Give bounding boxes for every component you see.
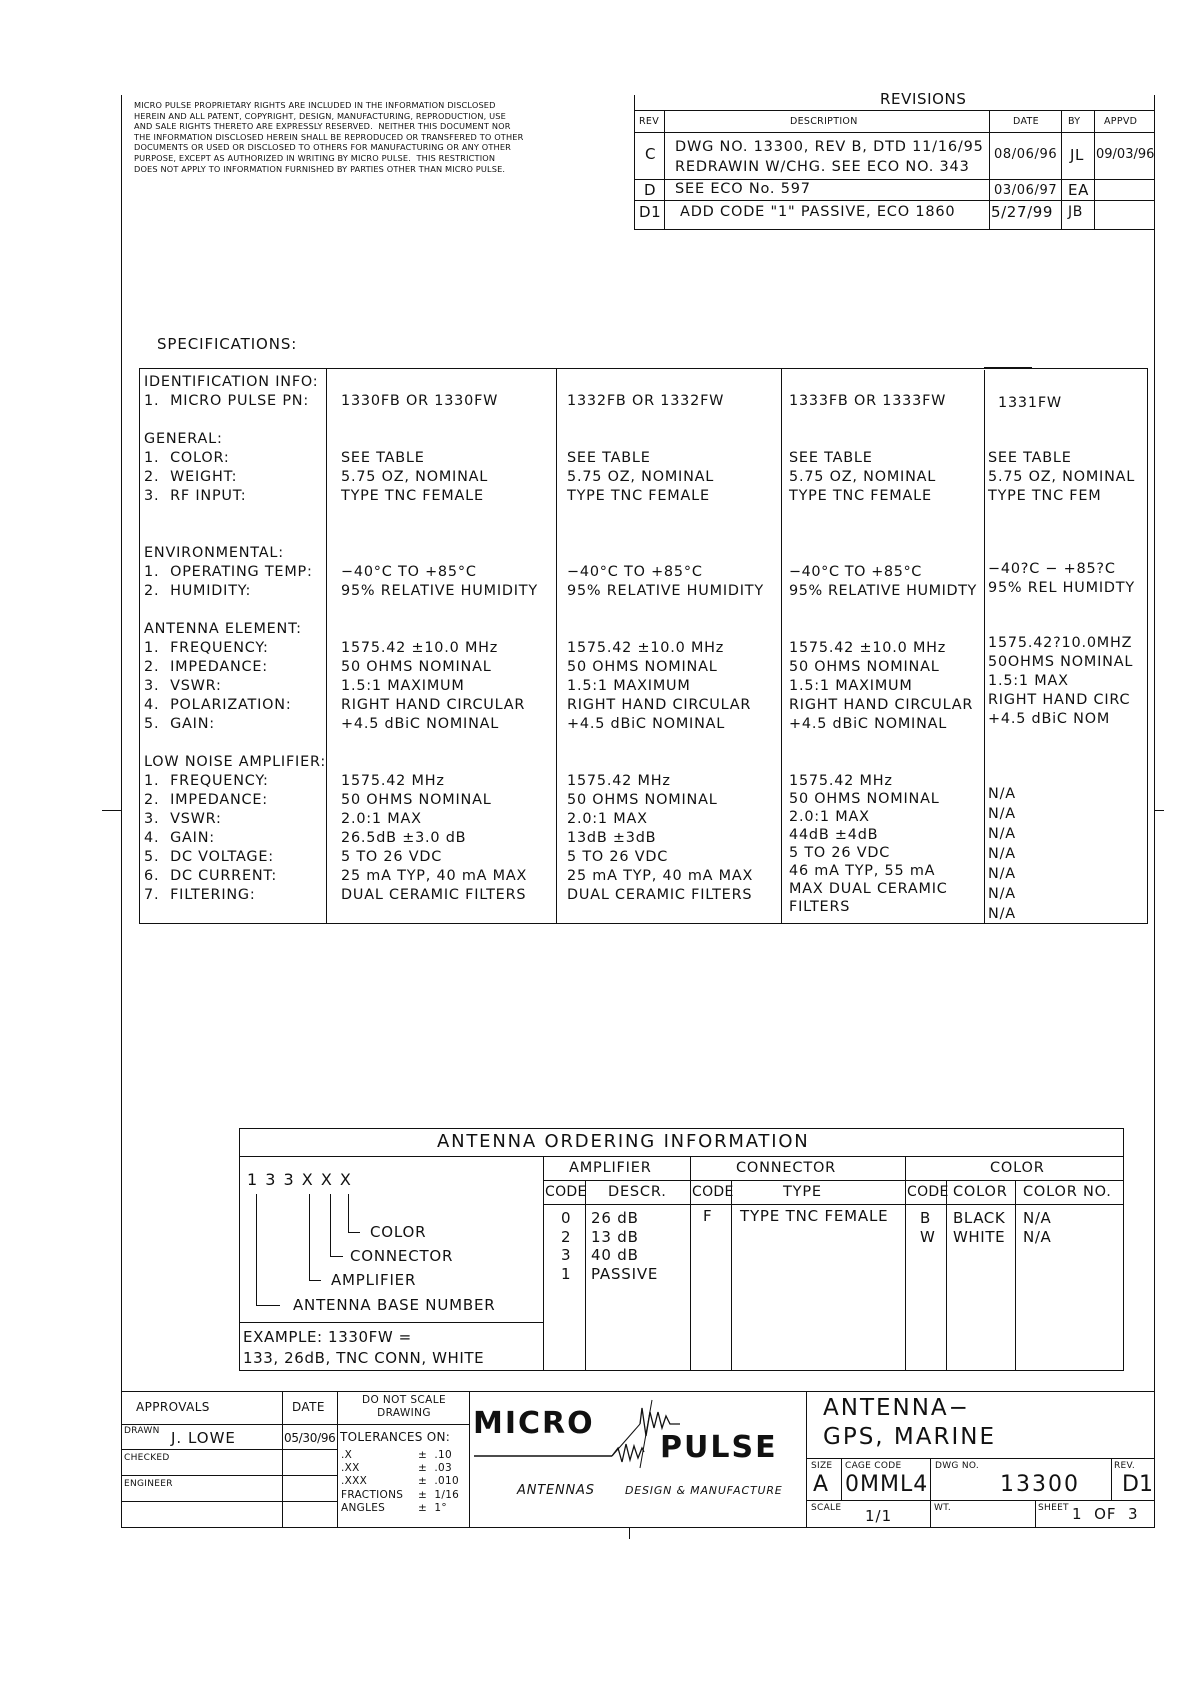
spec-col3-pn: 1333FB OR 1333FW (789, 393, 947, 409)
frame-right-line (1154, 95, 1155, 1527)
tolerance-values: ± .10 ± .03 ± .010 ± 1/16 ± 1° (418, 1449, 460, 1514)
weight-label: WT. (934, 1503, 952, 1513)
cage-code-label: CAGE CODE (845, 1461, 902, 1471)
logo-pulse: PULSE (660, 1430, 778, 1465)
tolerances-label: TOLERANCES ON: (340, 1430, 451, 1444)
color-code-header: CODE (907, 1184, 949, 1200)
spec-col3-environmental: −40°C TO +85°C 95% RELATIVE HUMIDTY (789, 564, 977, 599)
color-names: BLACK WHITE (953, 1209, 1006, 1246)
frame-left-line (121, 95, 122, 1527)
color-no-header: COLOR NO. (1023, 1184, 1112, 1200)
rev-row-d-rev: D (644, 181, 657, 199)
spec-col2-pn: 1332FB OR 1332FW (567, 393, 725, 409)
rev-row-c-description: DWG NO. 13300, REV B, DTD 11/16/95 REDRAWIN W/CHG. SEE ECO NO. 343 (675, 139, 984, 175)
ordering-title: ANTENNA ORDERING INFORMATION (437, 1131, 810, 1152)
rev-row-c-by: JL (1070, 146, 1084, 164)
color-codes: B W (920, 1209, 935, 1246)
engineer-label: ENGINEER (124, 1479, 173, 1489)
spec-col1-environmental: −40°C TO +85°C 95% RELATIVE HUMIDITY (341, 564, 538, 599)
drawn-date: 05/30/96 (284, 1431, 336, 1445)
appvd-header: APPVD (1104, 116, 1138, 127)
drawing-title-line1: ANTENNA− (823, 1395, 970, 1421)
logo-design-manufacture: DESIGN & MANUFACTURE (625, 1484, 783, 1497)
ordering-example: EXAMPLE: 1330FW = 133, 26dB, TNC CONN, WHITE (243, 1328, 485, 1367)
description-header: DESCRIPTION (790, 116, 858, 127)
logo-micro: MICRO (473, 1406, 595, 1441)
drawing-title-line2: GPS, MARINE (823, 1424, 996, 1450)
tick-bottom (629, 1527, 630, 1539)
by-header: BY (1068, 116, 1081, 127)
rev-row-c-rev: C (645, 145, 657, 163)
color-color-header: COLOR (953, 1184, 1008, 1200)
amplifier-descr-header: DESCR. (608, 1184, 667, 1200)
spec-col3-general: SEE TABLE 5.75 OZ, NOMINAL TYPE TNC FEMALE (789, 450, 937, 504)
rev-row-c-date: 08/06/96 (994, 147, 1058, 162)
tick-left (102, 810, 122, 811)
spec-col1-lna: 1575.42 MHz 50 OHMS NOMINAL 2.0:1 MAX 26.5dB ±3.0 dB 5 TO 26 VDC 25 mA TYP, 40 mA MAX DUAL CERAMIC FILTERS (341, 773, 528, 903)
color-numbers: N/A N/A (1023, 1209, 1052, 1246)
proprietary-notice: MICRO PULSE PROPRIETARY RIGHTS ARE INCLUDED IN THE INFORMATION DISCLOSED HEREIN AND ALL PATENT, COPYRIGHT, DESIGN, MANUFACTURING, REPRODUCTION, USE AND SALE RIGHTS THERETO ARE EXPRESSLY RESERVED. NEITHER THIS DOCUMENT NOR THE INFORMATION DISCLOSED HEREIN SHALL BE REPRODUCED OR TRANSFERED TO OTHER DOCUMENTS OR USED OR DISCLOSED TO OTHERS FOR MANUFACTURING OR ANY OTHER PURPOSE, EXCEPT AS AUTHORIZED IN WRITING BY MICRO PULSE. THIS RESTRICTION DOES NOT APPLY TO INFORMATION FURNISHED BY PARTIES OTHER THAN MICRO PULSE. (134, 100, 524, 174)
legend-amplifier: AMPLIFIER (331, 1271, 417, 1289)
spec-col1-general: SEE TABLE 5.75 OZ, NOMINAL TYPE TNC FEMALE (341, 450, 489, 504)
tick-right (1154, 810, 1164, 811)
spec-labels: IDENTIFICATION INFO: 1. MICRO PULSE PN: GENERAL: 1. COLOR: 2. WEIGHT: 3. RF INPUT: ENVIRONMENTAL: 1. OPERATING TEMP: 2. HUMIDITY: ANTENNA ELEMENT: 1. FREQUENCY: 2. IMPEDANCE: 3. VSWR: 4. POLARIZATION: 5. GAIN: LOW NOISE AMPLIFIER: 1. FREQUENCY: 2. IMPEDANCE: 3. VSWR: 4. GAIN: 5. DC VOLTAGE: 6. DC CURRENT: 7. FILTERING: (144, 374, 326, 903)
spec-col3-lna: 1575.42 MHz 50 OHMS NOMINAL 2.0:1 MAX 44dB ±4dB 5 TO 26 VDC 46 mA TYP, 55 mA MAX DUAL CERAMIC FILTERS (789, 773, 948, 915)
spec-col1-antenna: 1575.42 ±10.0 MHz 50 OHMS NOMINAL 1.5:1 MAXIMUM RIGHT HAND CIRCULAR +4.5 dBiC NOMINAL (341, 640, 526, 732)
drawn-name: J. LOWE (171, 1429, 236, 1447)
sheet-label: SHEET (1038, 1503, 1069, 1513)
pulse-wave-icon (472, 1398, 806, 1470)
spec-col2-environmental: −40°C TO +85°C 95% RELATIVE HUMIDITY (567, 564, 764, 599)
spec-col2-general: SEE TABLE 5.75 OZ, NOMINAL TYPE TNC FEMALE (567, 450, 715, 504)
rev-row-d-date: 03/06/97 (994, 183, 1058, 198)
connector-types: TYPE TNC FEMALE (740, 1207, 889, 1225)
rev-header: REV (639, 116, 660, 127)
dwg-no-value: 13300 (1000, 1472, 1080, 1497)
legend-connector: CONNECTOR (350, 1247, 454, 1265)
checked-label: CHECKED (124, 1453, 170, 1463)
spec-col4-lna: N/A N/A N/A N/A N/A N/A N/A (988, 786, 1016, 922)
rev-row-d-description: SEE ECO No. 597 (675, 181, 811, 197)
size-label: SIZE (811, 1461, 833, 1471)
rev-row-d1-date: 5/27/99 (991, 203, 1054, 221)
connector-title: CONNECTOR (736, 1160, 837, 1176)
sheet-value: 1 OF 3 (1072, 1505, 1139, 1523)
rev-row-d1-description: ADD CODE "1" PASSIVE, ECO 1860 (680, 204, 956, 220)
rev-label: REV. (1114, 1461, 1135, 1471)
drawn-label: DRAWN (124, 1426, 160, 1436)
spec-col4-antenna: 1575.42?10.0MHZ 50OHMS NOMINAL 1.5:1 MAX RIGHT HAND CIRC +4.5 dBiC NOM (988, 635, 1134, 727)
approvals-label: APPROVALS (136, 1400, 210, 1414)
ordering-code-pattern: 1 3 3 X X X (247, 1170, 353, 1189)
size-value: A (813, 1472, 829, 1497)
scale-label: SCALE (811, 1503, 842, 1513)
logo-antennas: ANTENNAS (517, 1483, 595, 1498)
date-label: DATE (292, 1400, 325, 1414)
spec-col2-antenna: 1575.42 ±10.0 MHz 50 OHMS NOMINAL 1.5:1 MAXIMUM RIGHT HAND CIRCULAR +4.5 dBiC NOMINAL (567, 640, 752, 732)
spec-col3-antenna: 1575.42 ±10.0 MHz 50 OHMS NOMINAL 1.5:1 MAXIMUM RIGHT HAND CIRCULAR +4.5 dBiC NOMINAL (789, 640, 974, 732)
amplifier-codes: 0 2 3 1 (561, 1209, 571, 1283)
rev-row-d1-by: JB (1068, 204, 1083, 220)
rev-row-d1-rev: D1 (639, 203, 662, 221)
spec-col4-general: SEE TABLE 5.75 OZ, NOMINAL TYPE TNC FEM (988, 450, 1136, 504)
specifications-heading: SPECIFICATIONS: (157, 335, 298, 353)
rev-row-c-appvd: 09/03/96 (1096, 147, 1155, 162)
spec-col2-lna: 1575.42 MHz 50 OHMS NOMINAL 2.0:1 MAX 13dB ±3dB 5 TO 26 VDC 25 mA TYP, 40 mA MAX DUAL CERAMIC FILTERS (567, 773, 754, 903)
dwg-no-label: DWG NO. (935, 1461, 980, 1471)
spec-col4-pn: 1331FW (998, 395, 1062, 411)
amplifier-descriptions: 26 dB 13 dB 40 dB PASSIVE (591, 1209, 659, 1283)
connector-code-header: CODE (692, 1184, 734, 1200)
tolerance-labels: .X .XX .XXX FRACTIONS ANGLES (341, 1449, 404, 1514)
scale-value: 1/1 (865, 1507, 893, 1525)
connector-codes: F (703, 1207, 712, 1225)
cage-code-value: 0MML4 (845, 1472, 929, 1497)
legend-antenna-base-number: ANTENNA BASE NUMBER (293, 1296, 496, 1314)
color-title: COLOR (990, 1160, 1045, 1176)
do-not-scale-note: DO NOT SCALE DRAWING (361, 1394, 447, 1419)
amplifier-title: AMPLIFIER (569, 1160, 652, 1176)
connector-type-header: TYPE (783, 1184, 822, 1200)
legend-color: COLOR (370, 1223, 427, 1241)
revisions-title: REVISIONS (880, 90, 967, 108)
date-header: DATE (1013, 116, 1039, 127)
rev-row-d-by: EA (1068, 181, 1089, 199)
amplifier-code-header: CODE (545, 1184, 587, 1200)
spec-col1-pn: 1330FB OR 1330FW (341, 393, 499, 409)
rev-value: D1 (1122, 1472, 1153, 1497)
spec-col4-environmental: −40?C − +85?C 95% REL HUMIDTY (988, 561, 1135, 596)
